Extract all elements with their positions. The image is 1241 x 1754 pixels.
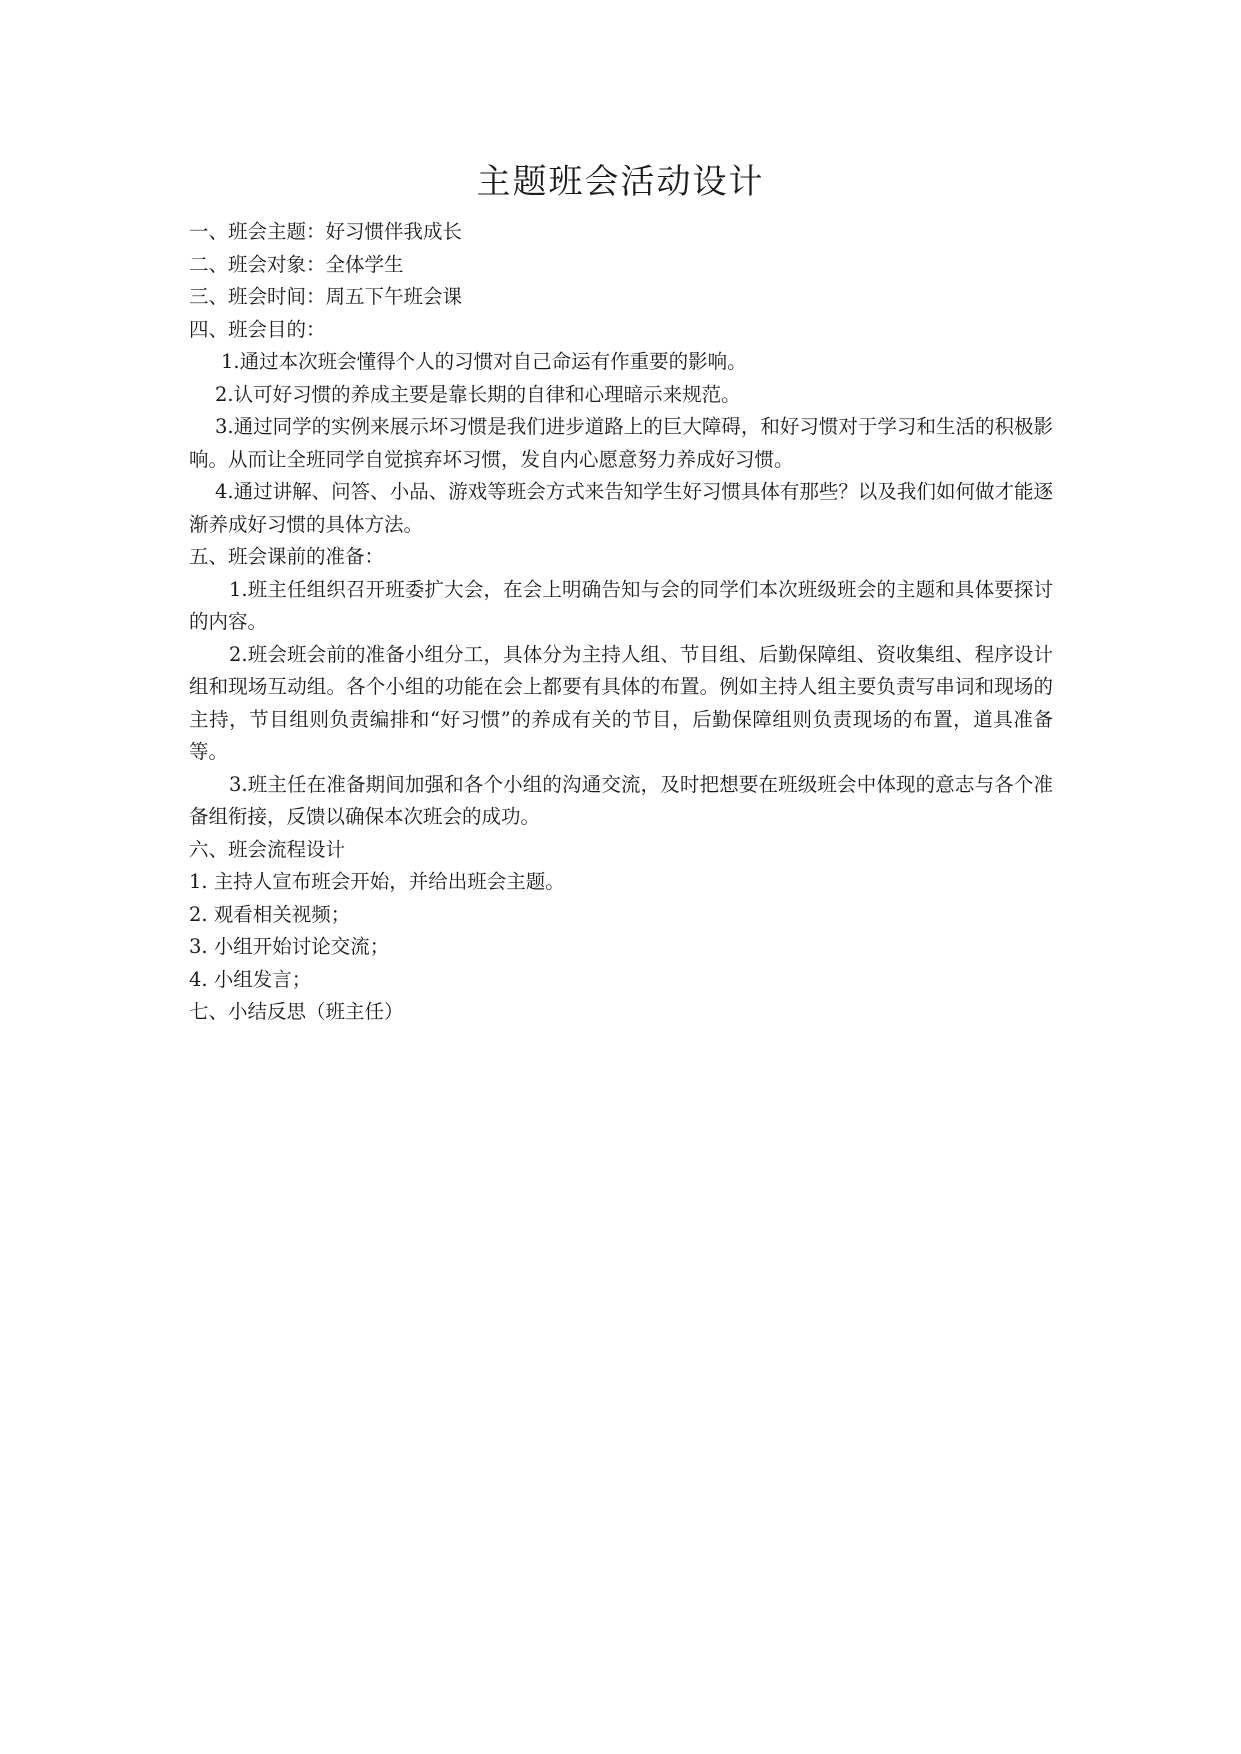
flow-step: 4. 小组发言；: [189, 967, 312, 991]
document-body: [189, 216, 1053, 1029]
flow-step: 1. 主持人宣布班会开始，并给出班会主题。: [189, 870, 565, 893]
purpose-item: 3.通过同学的实例来展示坏习惯是我们进步道路上的巨大障碍，和好习惯对于学习和生活的积极影响。从而让全班同学自觉摈弃坏习惯，发自内心愿意努力养成好习惯。: [189, 415, 1053, 471]
flow-step: 2. 观看相关视频；: [189, 902, 351, 926]
prep-item: 2.班会班会前的准备小组分工，具体分为主持人组、节目组、后勤保障组、资收集组、程序设计组和现场互动组。各个小组的功能在会上都要有具体的布置。例如主持人组主要负责写串词和现场的主持，节目组则负责编排和“好习惯”的养成有关的节目，后勤保障组则负责现场的布置，道具准备等。: [189, 642, 1053, 763]
purpose-item: 1.通过本次班会懂得个人的习惯对自己命运有作重要的影响。: [221, 350, 747, 373]
purpose-item: 2.认可好习惯的养成主要是靠长期的自律和心理暗示来规范。: [215, 382, 741, 406]
prep-item: 3.班主任在准备期间加强和各个小组的沟通交流，及时把想要在班级班会中体现的意志与各个准备组衔接，反馈以确保本次班会的成功。: [189, 772, 1053, 828]
flow-step: 3. 小组开始讨论交流；: [189, 935, 390, 958]
page-title: 主题班会活动设计: [476, 162, 765, 202]
section-audience: 二、班会对象：全体学生: [189, 252, 404, 276]
section-purpose-heading: 四、班会目的：: [189, 317, 326, 341]
prep-item: 1.班主任组织召开班委扩大会，在会上明确告知与会的同学们本次班级班会的主题和具体要探讨的内容。: [189, 577, 1053, 633]
section-theme: 一、班会主题：好习惯伴我成长: [189, 220, 463, 243]
section-prep-heading: 五、班会课前的准备：: [189, 545, 385, 568]
section-flow-heading: 六、班会流程设计: [189, 837, 346, 861]
purpose-item: 4.通过讲解、问答、小品、游戏等班会方式来告知学生好习惯具体有那些？以及我们如何做才能逐渐养成好习惯的具体方法。: [189, 480, 1053, 536]
section-time: 三、班会时间：周五下午班会课: [189, 285, 463, 308]
section-summary-heading: 七、小结反思（班主任）: [189, 1000, 404, 1023]
